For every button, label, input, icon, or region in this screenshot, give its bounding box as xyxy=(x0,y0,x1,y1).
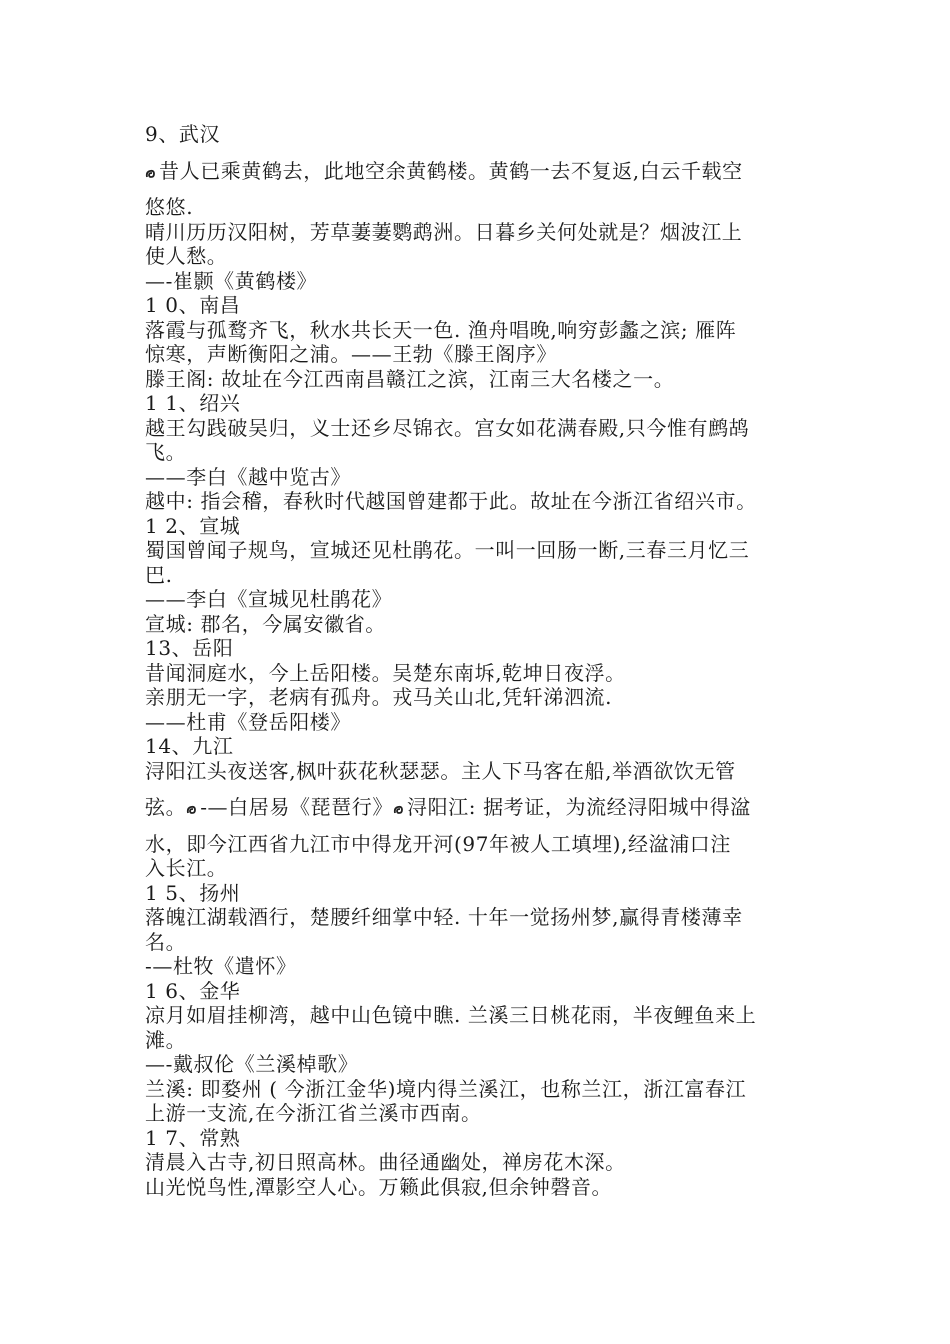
text-line: 亲朋无一字，老病有孤舟。戎马关山北,凭轩涕泗流. xyxy=(145,685,613,709)
paragraph-mark-icon xyxy=(145,167,157,179)
text-line: 水，即今江西省九江市中得龙开河(97年被人工填埋),经湓浦口注 xyxy=(145,831,732,856)
text-line: 滕王阁: 故址在今江西南昌赣江之滨，江南三大名楼之一。 xyxy=(145,366,675,391)
heading-yangzhou: 1 5、扬州 xyxy=(145,880,241,905)
text-line: 名。 xyxy=(145,929,187,954)
text-line: 落魄江湖载酒行，楚腰纤细掌中轻. 十年一觉扬州梦,赢得青楼薄幸 xyxy=(145,905,743,929)
text-line: 晴川历历汉阳树，芳草萋萋鹦鹉洲。日暮乡关何处就是？烟波江上 xyxy=(145,219,743,244)
heading-changshu: 1 7、常熟 xyxy=(145,1125,241,1150)
text-line: 上游一支流,在今浙江省兰溪市西南。 xyxy=(145,1101,482,1125)
paragraph-mark-icon xyxy=(393,803,405,815)
attribution-line: ——李白《宣城见杜鹃花》 xyxy=(145,587,393,611)
text-line: 宣城: 郡名，今属安徽省。 xyxy=(145,611,386,636)
text-line: 蜀国曾闻子规鸟，宣城还见杜鹃花。一叫一回肠一断,三春三月忆三 xyxy=(145,538,750,562)
text-line: 惊寒，声断衡阳之浦。——王勃《滕王阁序》 xyxy=(145,342,557,366)
attribution-line: ——杜甫《登岳阳楼》 xyxy=(145,709,351,734)
text-line: 使人愁。 xyxy=(145,244,228,268)
paragraph-mark-icon xyxy=(186,803,198,815)
attribution-line: ——李白《越中览古》 xyxy=(145,464,351,489)
text-line-content: 昔人已乘黄鹤去，此地空余黄鹤楼。黄鹤一去不复返,白云千载空 xyxy=(159,158,743,183)
heading-wuhan: 9、武汉 xyxy=(145,122,221,146)
document-body xyxy=(145,122,815,1199)
heading-jinhua: 1 6、金华 xyxy=(145,978,241,1003)
text-line: 入长江。 xyxy=(145,856,228,880)
attribution-line: —-戴叔伦《兰溪棹歌》 xyxy=(145,1052,359,1076)
attribution-line: -—杜牧《遣怀》 xyxy=(145,954,297,978)
text-line-content: 弦。 xyxy=(145,795,187,819)
heading-nanchang: 1 0、南昌 xyxy=(145,293,241,317)
text-line: 越王勾践破吴归，义士还乡尽锦衣。宫女如花满春殿,只今惟有鹧鸪 xyxy=(145,415,750,440)
text-line: 浔阳江头夜送客,枫叶荻花秋瑟瑟。主人下马客在船,举酒欲饮无管 xyxy=(145,758,736,783)
text-line: 清晨入古寺,初日照高林。曲径通幽处，禅房花木深。 xyxy=(145,1150,626,1174)
heading-xuancheng: 1 2、宣城 xyxy=(145,513,241,538)
attribution-line: —-崔颢《黄鹤楼》 xyxy=(145,268,318,293)
text-line: 悠悠. xyxy=(145,195,194,219)
text-line: 滩。 xyxy=(145,1027,187,1052)
heading-yueyang: 13、岳阳 xyxy=(145,636,234,660)
text-line: 山光悦鸟性,潭影空人心。万籁此俱寂,但余钟磬音。 xyxy=(145,1174,613,1199)
heading-shaoxing: 1 1、绍兴 xyxy=(145,391,241,415)
text-line: 巴. xyxy=(145,562,173,587)
text-line: 昔闻洞庭水，今上岳阳楼。吴楚东南坼,乾坤日夜浮。 xyxy=(145,660,626,685)
text-line xyxy=(145,159,815,184)
text-line: 凉月如眉挂柳湾，越中山色镜中瞧. 兰溪三日桃花雨，半夜鲤鱼来上 xyxy=(145,1003,757,1027)
text-line: 兰溪: 即婺州 ( 今浙江金华)境内得兰溪江，也称兰江，浙江富春江 xyxy=(145,1076,747,1101)
text-line-content: 浔阳江: 据考证，为流经浔阳城中得湓 xyxy=(406,795,751,819)
attribution-inline: -—白居易《琵琶行》 xyxy=(200,795,393,819)
heading-jiujiang: 14、九江 xyxy=(145,734,234,758)
text-line: 落霞与孤鹜齐飞，秋水共长天一色. 渔舟唱晚,响穷彭蠡之滨; 雁阵 xyxy=(145,317,737,342)
text-line: 越中: 指会稽，春秋时代越国曾建都于此。故址在今浙江省绍兴市。 xyxy=(145,489,757,513)
text-line xyxy=(145,795,815,820)
text-line: 飞。 xyxy=(145,440,187,464)
